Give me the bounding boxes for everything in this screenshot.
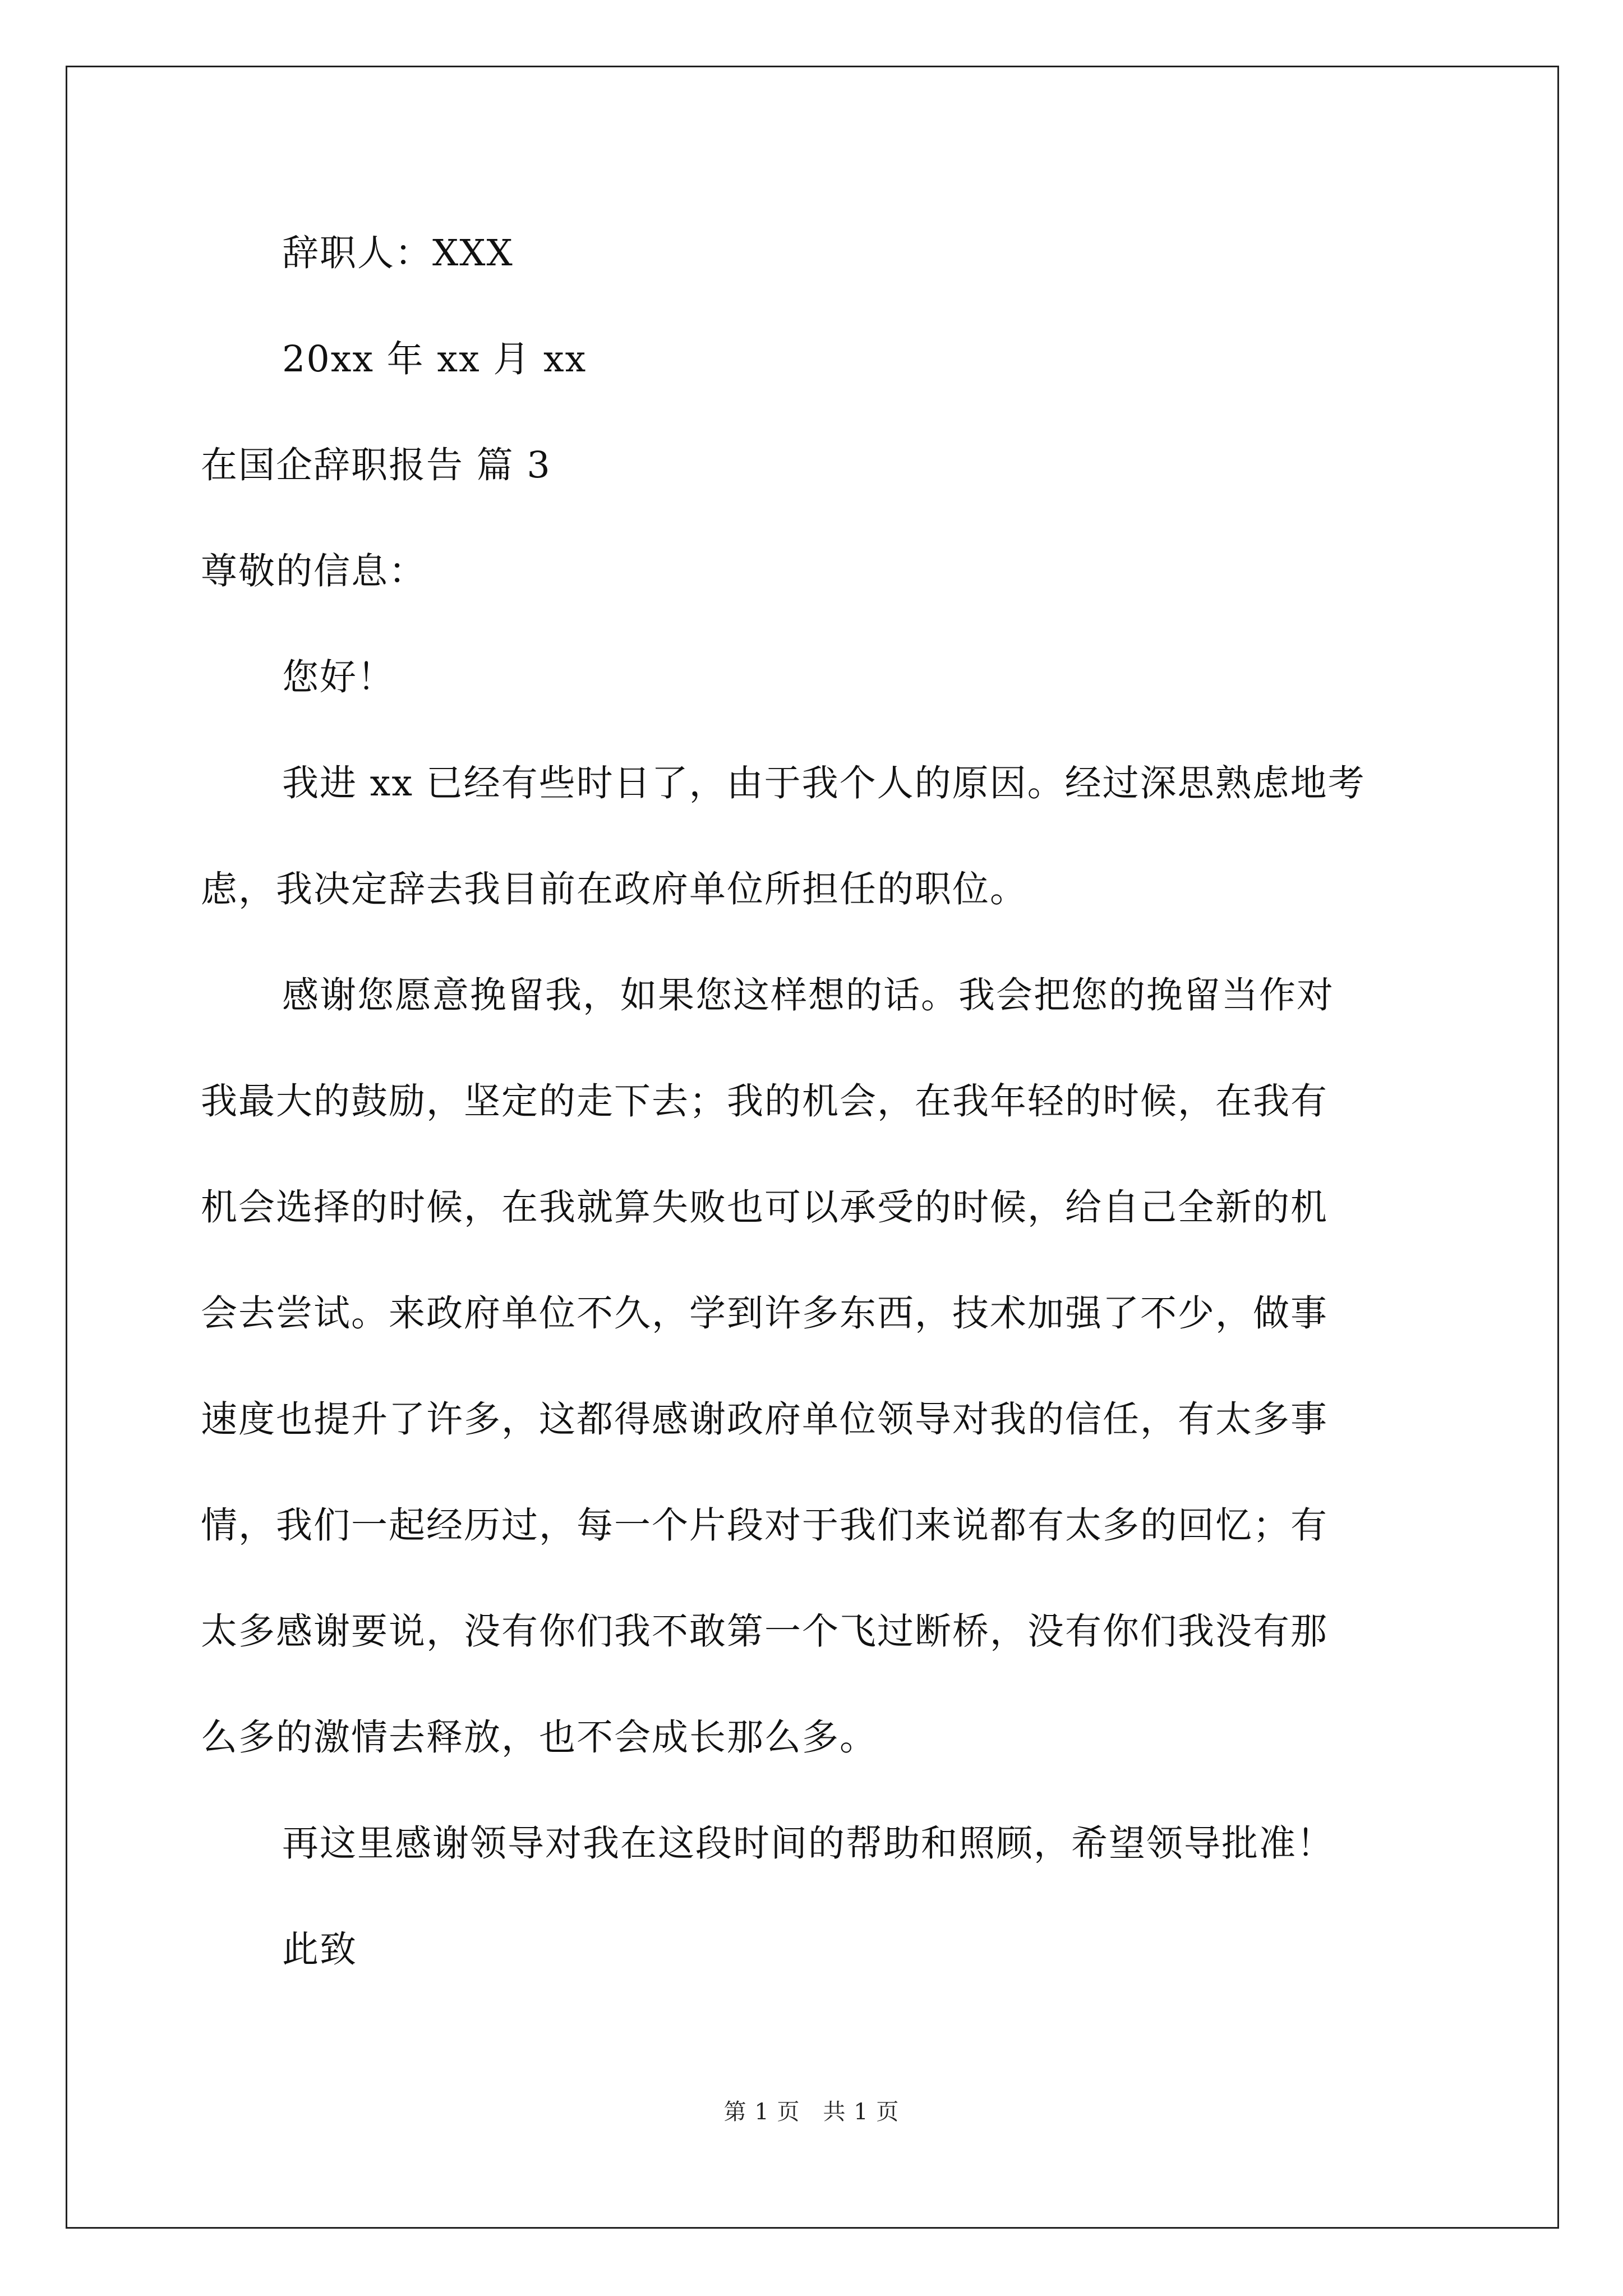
page-footer: 第 1 页 共 1 页 — [723, 2099, 900, 2125]
section-title: 在国企辞职报告 篇 3 — [201, 444, 551, 486]
greeting: 您好！ — [282, 656, 395, 698]
paragraph-3: 再这里感谢领导对我在这段时间的帮助和照顾，希望领导批准！ — [282, 1823, 1335, 1865]
salutation: 尊敬的信息： — [201, 550, 427, 592]
paragraph-2-line: 速度也提升了许多，这都得感谢政府单位领导对我的信任，有太多事 — [201, 1398, 1329, 1441]
signature-line: 辞职人：XXX — [282, 232, 514, 274]
paragraph-2-line: 么多的激情去释放，也不会成长那么多。 — [201, 1717, 878, 1759]
closing: 此致 — [282, 1929, 358, 1971]
paragraph-2-line: 我最大的鼓励，坚定的走下去；我的机会，在我年轻的时候，在我有 — [201, 1080, 1329, 1122]
paragraph-2-line: 太多感谢要说，没有你们我不敢第一个飞过断桥，没有你们我没有那 — [201, 1611, 1329, 1653]
paragraph-1-line: 我进 xx 已经有些时日了，由于我个人的原因。经过深思熟虑地考 — [282, 762, 1366, 804]
date-line: 20xx 年 xx 月 xx — [282, 338, 587, 380]
paragraph-2-line: 情，我们一起经历过，每一个片段对于我们来说都有太多的回忆；有 — [201, 1504, 1329, 1547]
paragraph-2-line: 机会选择的时候，在我就算失败也可以承受的时候，给自己全新的机 — [201, 1186, 1329, 1228]
page-border — [66, 66, 1559, 2229]
paragraph-2-line: 感谢您愿意挽留我，如果您这样想的话。我会把您的挽留当作对 — [282, 974, 1335, 1016]
paragraph-2-line: 会去尝试。来政府单位不久，学到许多东西，技术加强了不少，做事 — [201, 1292, 1329, 1335]
paragraph-1-line: 虑，我决定辞去我目前在政府单位所担任的职位。 — [201, 868, 1028, 910]
